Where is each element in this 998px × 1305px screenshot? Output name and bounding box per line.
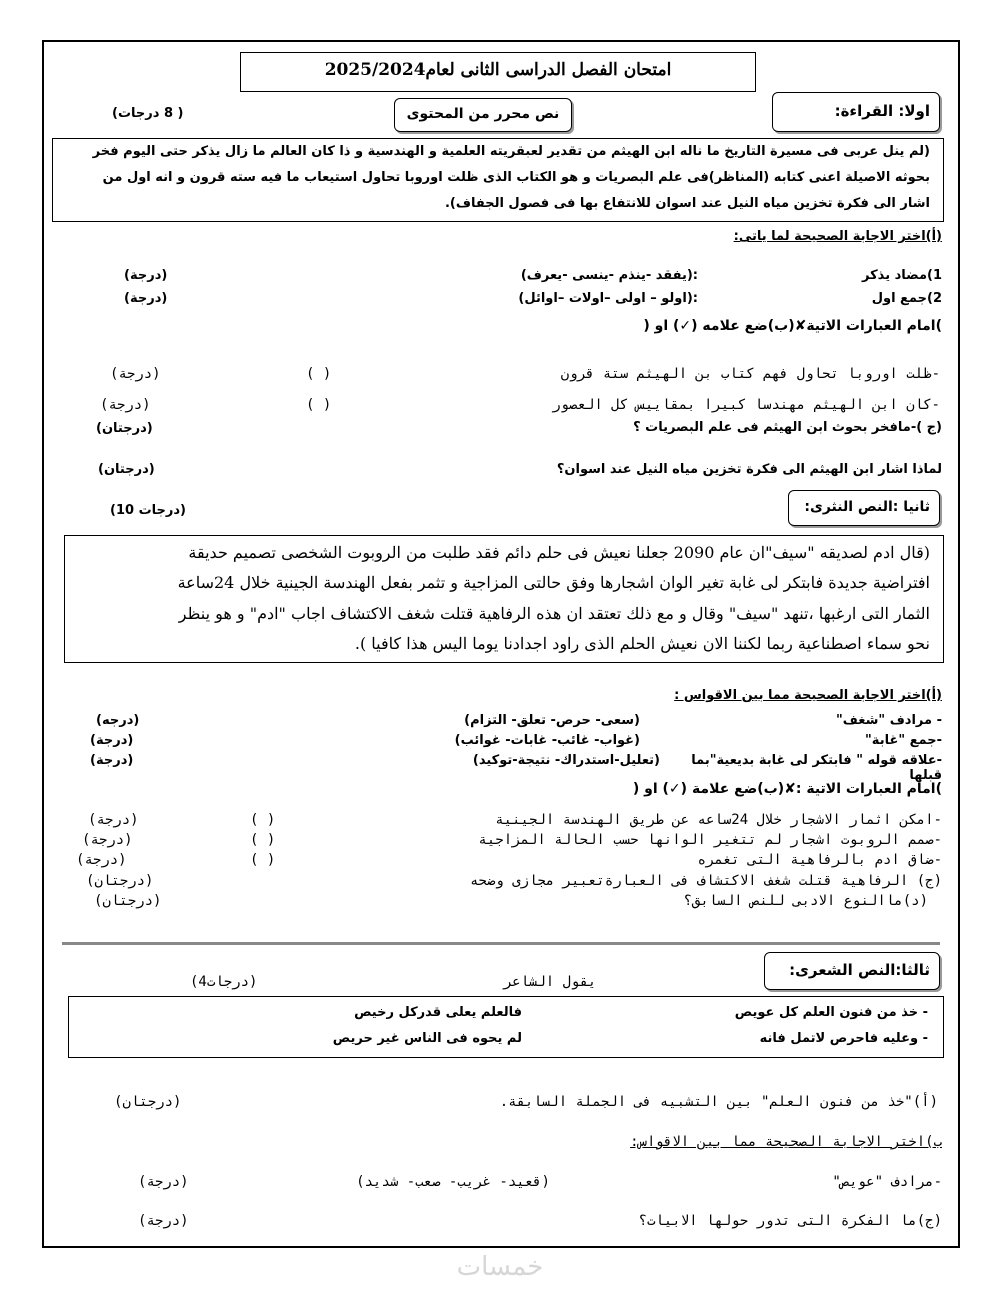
s3-qa-text: (أ)"خذ من فنون العلم" بين التشبيه فى الجملة السابقة. — [499, 1094, 938, 1110]
s2-qc-text: (ج) الرفاهية قتلت شغف الاكتشاف فى العبارةتعبير مجازى وضحه — [469, 873, 942, 889]
poem-second-hemistich: لم يحوه فى الناس غير حريص — [332, 1031, 522, 1046]
s1-qb-item-text: -كان ابن الهيثم مهندسا كبيرا بمقاييس كل العصور — [552, 397, 940, 413]
s1-qb-heading: )امام العبارات الاتية✘(ب)ضع علامه (✓) او ( — [643, 318, 942, 334]
s3-qb-item-text: -مرادف "عويص" — [832, 1174, 942, 1190]
s2-qa-item-options: (سعى- حرص- تعلق- التزام) — [464, 713, 640, 728]
poem-first-hemistich: - وعليه فاحرص لاتمل فانه — [759, 1031, 928, 1046]
s2-qc-mark: (درجتان) — [86, 873, 154, 889]
section2-passage-line: افتراضية جديدة فابتكر لى غابة تغير الوان اشجارها وفق حالتى المزاجية و تثمر بفعل الهندسة الجينية خلال 24ساعة — [177, 573, 930, 592]
s2-qa-item-mark: (درجة) — [90, 733, 134, 748]
poem-second-hemistich: فالعلم يعلى قدركل رخيص — [354, 1005, 522, 1020]
s2-qa-item-mark: (درجة) — [90, 753, 134, 768]
s1-qa-item-options: :(اولو – اولى –اولات –اوائل) — [518, 291, 698, 306]
section1-marks: ( 8 درجات) — [112, 106, 184, 121]
s1-qb-item-mark: (درجة) — [110, 366, 161, 382]
s1-qa-heading: (أ)اختر الاجابة الصحيحة لما ياتى: — [733, 229, 942, 244]
section3-heading: ثالثا:النص الشعرى: — [789, 961, 930, 979]
s2-qd-mark: (درجتان) — [94, 893, 162, 909]
s2-qb-item-paren: ( ) — [250, 812, 276, 828]
s2-qa-item-text: -جمع "غابة" — [865, 733, 942, 748]
s2-qb-heading: )امام العبارات الاتية :✘(ب)ضع علامة (✓) او ( — [632, 781, 942, 797]
content-label: نص محرر من المحتوى — [406, 106, 560, 122]
s2-qb-item-mark: (درجة) — [82, 832, 133, 848]
section2-heading: ثانيا :النص النثرى: — [804, 499, 930, 515]
s1-qb-item-paren: ( ) — [306, 366, 332, 382]
s3-qb-item-mark: (درجة) — [138, 1174, 189, 1190]
exam-title: امتحان الفصل الدراسى الثانى لعام2025/2024 — [324, 60, 672, 80]
section1-passage-line: اشار الى فكرة تخزين مياه النيل عند اسوان للانتفاع بها فى فصول الجفاف). — [444, 196, 930, 211]
s2-qa-item-options: (تعليل-استدراك- نتيجة-توكيد) — [472, 753, 660, 768]
s2-qa-item-text: -علاقه قوله " فابتكر لى غابة بديعية"بما قبلها — [691, 753, 942, 783]
s1-qa-item-options: :(يفقد -ينذم -ينسى -يعرف) — [520, 268, 698, 283]
s2-qd-text: (د)ماالنوع الادبى للنص السابق؟ — [683, 893, 928, 909]
section2-passage-line: الثمار التى ارغبها ،تنهد "سيف" وقال و مع ذلك تعتقد ان هذه الرفاهية قتلت شغف الاكتشاف اجاب "ادم" و هو ينظر — [178, 604, 930, 623]
section2-marks: (10 درجات) — [110, 503, 186, 518]
s2-qb-item-mark: (درجة) — [76, 852, 127, 868]
section3-poet-line: يقول الشاعر — [503, 974, 597, 990]
s1-qa-item-text: 1)مضاد يذكر — [862, 268, 942, 283]
s1-qb-item-paren: ( ) — [306, 397, 332, 413]
s1-qc-mark: (درجتان) — [96, 421, 153, 436]
s1-qc-text: (ج )-مافخر بحوث ابن الهيثم فى علم البصريات ؟ — [633, 420, 942, 435]
s2-qa-item-text: - مرادف "شغف" — [836, 713, 942, 728]
s3-qb-item-options: (قعيد- غريب- صعب- شديد) — [356, 1174, 550, 1190]
s3-qa-mark: (درجتان) — [114, 1094, 182, 1110]
s2-qb-item-text: -ضاق ادم بالرفاهية التى تغمره — [697, 852, 942, 868]
s2-qb-item-text: -امكن اثمار الاشجار خلال 24ساعه عن طريق الهندسة الجينية — [495, 812, 942, 828]
s1-qd-text: لماذا اشار ابن الهيثم الى فكرة تخزين مياه النيل عند اسوان؟ — [556, 462, 942, 477]
s3-qc-mark: (درجة) — [138, 1213, 189, 1229]
s1-qa-item-text: 2)جمع اول — [871, 291, 942, 306]
s2-qa-heading: (أ)اختر الاجابة الصحيحة مما بين الاقواس : — [674, 688, 942, 703]
section2-passage-line: (قال ادم لصديقه "سيف"ان عام 2090 جعلنا نعيش فى حلم دائم فقد طلبت من الروبوت الشخصى تصميم حديقة — [188, 543, 930, 562]
s3-qb-heading: ب)اختر الاجابة الصحيحة مما بين الاقواس: — [630, 1134, 942, 1150]
section-divider — [62, 942, 940, 945]
s2-qa-item-options: (غواب- غائب- غابات- غوائب) — [454, 733, 640, 748]
s2-qb-item-paren: ( ) — [250, 832, 276, 848]
watermark-logo: خمسات — [456, 1252, 544, 1282]
s2-qb-item-paren: ( ) — [250, 852, 276, 868]
section3-marks: (4درجات) — [190, 974, 258, 990]
section1-passage-line: بحوثه الاصيلة اعنى كتابه (المناظر)فى علم البصريات و هو الكتاب الذى ظلت اوروبا تحاول استيعاب ما فيه سته قرون و انه اول من — [102, 170, 930, 185]
s1-qd-mark: (درجتان) — [98, 462, 155, 477]
s3-qc-text: (ج)ما الفكرة التى تدور حولها الابيات؟ — [638, 1213, 942, 1229]
section1-heading: اولا: القراءة: — [834, 102, 930, 120]
s1-qa-item-mark: (درجة) — [124, 268, 168, 283]
poem-first-hemistich: - خذ من فنون العلم كل عويص — [734, 1005, 928, 1020]
s2-qa-item-mark: (درجه) — [96, 713, 140, 728]
s1-qb-item-mark: (درجة) — [100, 397, 151, 413]
s2-qb-item-mark: (درجة) — [88, 812, 139, 828]
section1-passage-line: (لم ينل عربى فى مسيرة التاريخ ما ناله ابن الهيثم من تقدير لعبقريته العلمية و الهندسية و ذا كان العالم ما زال يذكر حتى اليوم فخر — [92, 144, 930, 159]
section2-passage-line: نحو سماء اصطناعية ربما لكننا الان نعيش الحلم الذى راود اجدادنا يوما اليس هذا كافيا ). — [354, 634, 930, 653]
s1-qa-item-mark: (درجة) — [124, 291, 168, 306]
s2-qb-item-text: -صمم الروبوت اشجار لم تتغير الوانها حسب الحالة المزاجية — [478, 832, 942, 848]
s1-qb-item-text: -ظلت اوروبا تحاول فهم كتاب بن الهيثم ستة قرون — [560, 366, 940, 382]
